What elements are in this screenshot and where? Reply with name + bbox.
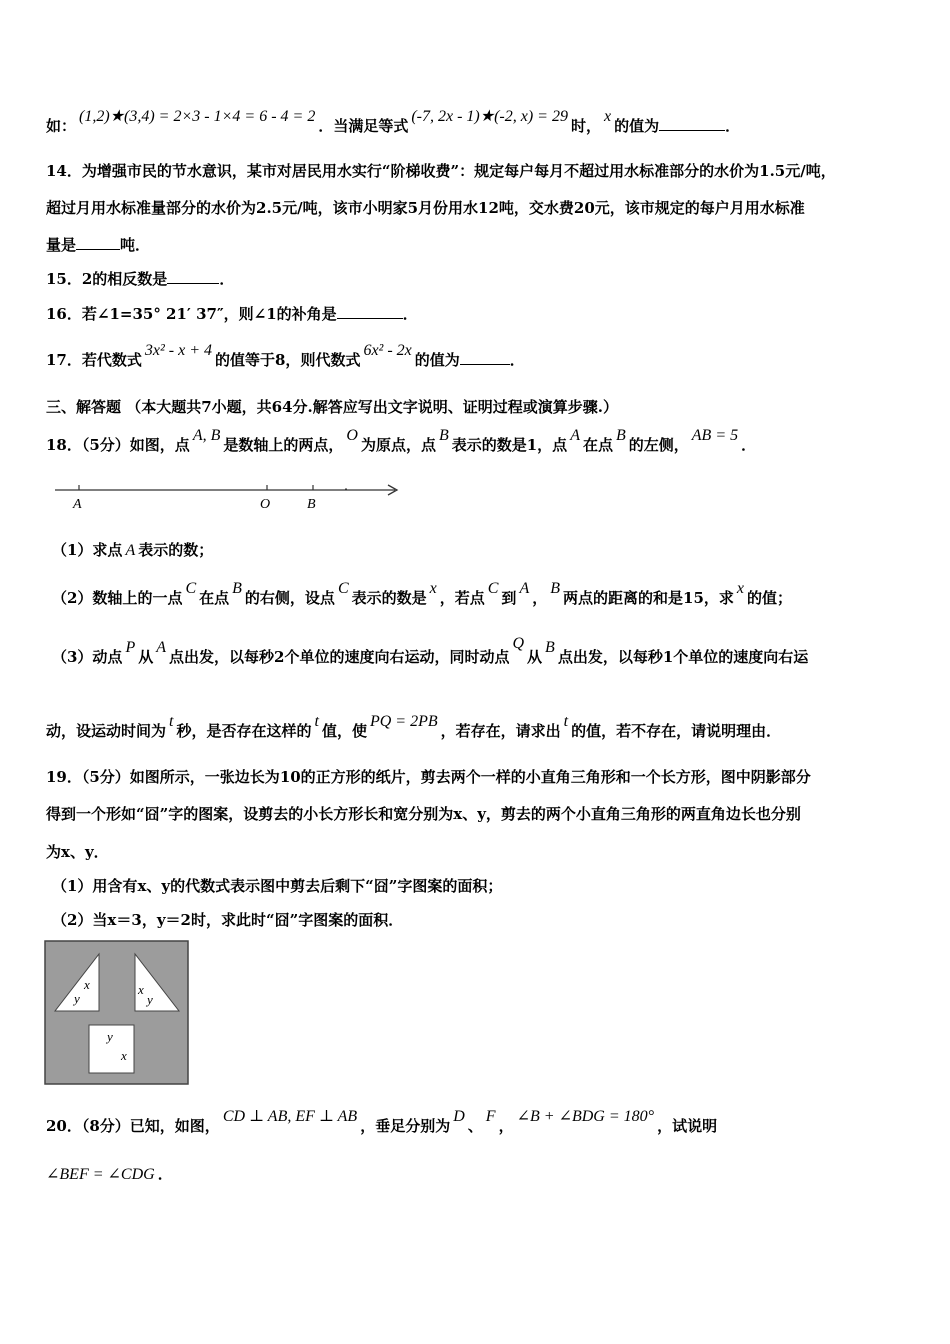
q16-answer-blank	[337, 304, 403, 319]
q18-p2-m1: C	[185, 580, 197, 597]
q17-end: ．	[509, 351, 525, 369]
q20-math-2: D	[453, 1108, 465, 1125]
q18-p2-e: ，若点	[439, 589, 485, 607]
q18-part-1	[52, 540, 213, 561]
q18-p2-c: 的右侧，设点	[244, 589, 335, 607]
q20-line-1	[46, 1108, 718, 1137]
q18-p2-m3: C	[337, 580, 349, 597]
q14-line-3	[46, 235, 150, 255]
q18-p1-text-a: （1）求点	[52, 541, 123, 559]
q13-answer-blank	[659, 116, 725, 131]
q18-p3-b: 从	[138, 648, 154, 666]
q18-p3-h: 值，使	[321, 722, 367, 740]
q18-p3-f: 动，设运动时间为	[46, 722, 167, 740]
q20-text-b: ，垂足分别为	[360, 1117, 451, 1135]
q18-p2-m8: x	[736, 580, 745, 597]
q18-text-e: 在点	[582, 436, 613, 454]
rect-x-label: x	[121, 1048, 127, 1063]
q18-p1-text-b: 表示的数；	[138, 541, 214, 559]
q18-p3-d: 从	[527, 648, 543, 666]
q13-prefix: 如：	[46, 117, 77, 135]
q18-p2-m4: x	[429, 580, 437, 597]
q18-text-b: 是数轴上的两点，	[223, 436, 344, 454]
q17-answer-blank	[460, 350, 510, 365]
q20-text-d: ，	[498, 1117, 514, 1135]
q18-p3-g: 秒，是否存在这样的	[176, 722, 312, 740]
q17-text-b: 的值等于8，则代数式	[215, 351, 361, 369]
q13-mid-text: ．当满足等式	[318, 117, 409, 135]
q13-suffix2: 的值为	[614, 117, 660, 135]
q14-line-1: 14．为增强市民的节水意识，某市对居民用水实行“阶梯收费”：规定每户每月不超过用水标准部分的水价为1.5元/吨，	[46, 162, 836, 180]
q19-part-2: （2）当x＝3，y＝2时，求此时“囧”字图案的面积．	[52, 911, 404, 929]
q13-example-formula: (1,2)★(3,4) = 2×3 - 1×4 = 6 - 4 = 2	[79, 108, 316, 125]
q18-p3-a: （3）动点	[52, 648, 123, 666]
rect-y-label: y	[107, 1029, 113, 1044]
label-b: B	[307, 497, 316, 512]
q18-p3-m8: t	[563, 713, 569, 730]
q14-line-2: 超过月用水标准量部分的水价为2.5元/吨，该市小明家5月份用水12吨，交水费20元，该市规定的每户月用水标准	[46, 199, 805, 217]
q18-p2-m6: A	[519, 580, 530, 597]
q13-var: x	[603, 108, 612, 125]
number-line-figure	[52, 478, 404, 514]
q18-math-5: B	[615, 427, 626, 444]
q18-text-a: 18．（5分）如图，点	[46, 436, 190, 454]
q18-text-f: 的左侧，	[628, 436, 689, 454]
q18-p2-a: （2）数轴上的一点	[52, 589, 183, 607]
q18-part-3-line-2	[46, 713, 782, 742]
q17-line	[46, 342, 525, 371]
q17-text-a: 17．若代数式	[46, 351, 142, 369]
right-tri-y-label: y	[147, 992, 153, 1007]
q18-p2-m2: B	[232, 580, 242, 597]
q18-p3-m6: t	[314, 713, 319, 730]
q18-p2-m7: B	[550, 580, 561, 597]
q18-p3-c: 点出发，以每秒2个单位的速度向右运动，同时动点	[169, 648, 510, 666]
q18-part-3-line-1	[52, 635, 809, 668]
q18-math-6: AB = 5	[691, 427, 739, 444]
q19-line-1: 19．（5分）如图所示，一张边长为10的正方形的纸片，剪去两个一样的小直角三角形和一个长方形，图中阴影部分	[46, 768, 811, 786]
q19-part-1: （1）用含有x、y的代数式表示图中剪去后剩下“囧”字图案的面积；	[52, 877, 503, 895]
q20-math-3: F	[485, 1108, 496, 1125]
q18-p2-h: 两点的距离的和是15，求	[563, 589, 734, 607]
q18-p3-m4: B	[545, 639, 555, 656]
q19-line-2: 得到一个形如“囧”字的图案，设剪去的小长方形长和宽分别为x、y，剪去的两个小直角三角形的两直角边长也分别	[46, 805, 801, 823]
q17-expression-1: 3x² - x + 4	[144, 342, 212, 359]
left-tri-x-label: x	[84, 977, 90, 992]
q18-text-d: 表示的数是1，点	[451, 436, 568, 454]
q16-end: ．	[402, 305, 418, 323]
q16-line	[46, 304, 418, 324]
q18-math-1: A, B	[192, 427, 221, 444]
q13-line	[46, 108, 741, 137]
q18-math-3: B	[438, 427, 449, 444]
q18-p2-m5: C	[487, 580, 499, 597]
q18-part-2	[52, 580, 793, 609]
q18-line	[46, 427, 757, 456]
q14-line-3-end: 吨．	[120, 236, 151, 254]
label-o: O	[260, 497, 271, 512]
q20-math-5: ∠BEF = ∠CDG	[46, 1166, 155, 1183]
q18-p2-f: 到	[501, 589, 517, 607]
q18-p2-i: 的值；	[747, 589, 793, 607]
q20-line-2	[46, 1164, 173, 1185]
q20-text-e: ，试说明	[657, 1117, 718, 1135]
q20-math-1: CD ⊥ AB, EF ⊥ AB	[222, 1108, 358, 1125]
q18-p1-math: A	[125, 542, 136, 559]
q18-p2-b: 在点	[199, 589, 230, 607]
q20-math-4: ∠B + ∠BDG = 180°	[516, 1108, 655, 1125]
right-tri-x-label: x	[138, 982, 144, 997]
q18-math-4: A	[570, 427, 580, 444]
q13-end: ．	[725, 117, 741, 135]
q18-text-c: 为原点，点	[360, 436, 436, 454]
q18-p3-m1: P	[125, 639, 136, 656]
q20-text-a: 20．（8分）已知，如图，	[46, 1117, 220, 1135]
label-a: A	[73, 497, 82, 512]
section-3-heading: 三、解答题 （本大题共7小题，共64分.解答应写出文字说明、证明过程或演算步骤.）	[46, 398, 618, 416]
q18-p3-i: ，若存在，请求出	[440, 722, 561, 740]
q15-answer-blank	[167, 269, 219, 284]
q17-text-c: 的值为	[414, 351, 460, 369]
q18-p3-m2: A	[156, 639, 167, 656]
q18-math-2: O	[346, 427, 358, 444]
q16-text: 16．若∠1=35° 21′ 37″，则∠1的补角是	[46, 305, 337, 323]
q19-line-3: 为x、y．	[46, 843, 109, 861]
jiong-figure	[44, 940, 190, 1086]
q13-equation: (-7, 2x - 1)★(-2, x) = 29	[411, 108, 568, 125]
q18-p2-d: 表示的数是	[351, 589, 427, 607]
q17-expression-2: 6x² - 2x	[363, 342, 412, 359]
q14-answer-blank	[76, 235, 120, 250]
q20-text-f: ．	[157, 1165, 173, 1183]
q15-text: 15．2的相反数是	[46, 270, 168, 288]
q20-text-c: 、	[467, 1117, 483, 1135]
left-tri-y-label: y	[74, 991, 80, 1006]
q18-p3-m5: t	[169, 713, 174, 730]
q18-text-g: ．	[741, 436, 757, 454]
q18-p3-m3: Q	[512, 635, 525, 652]
q18-p3-e: 点出发，以每秒1个单位的速度向右运	[557, 648, 809, 666]
q15-end: ．	[219, 270, 235, 288]
q18-p3-m7: PQ = 2PB	[369, 713, 438, 730]
q14-line-3-text: 量是	[46, 236, 77, 254]
q18-p2-g: ，	[532, 589, 548, 607]
q18-p3-j: 的值，若不存在，请说明理由．	[571, 722, 782, 740]
q15-line	[46, 269, 234, 289]
q13-suffix: 时，	[570, 117, 601, 135]
